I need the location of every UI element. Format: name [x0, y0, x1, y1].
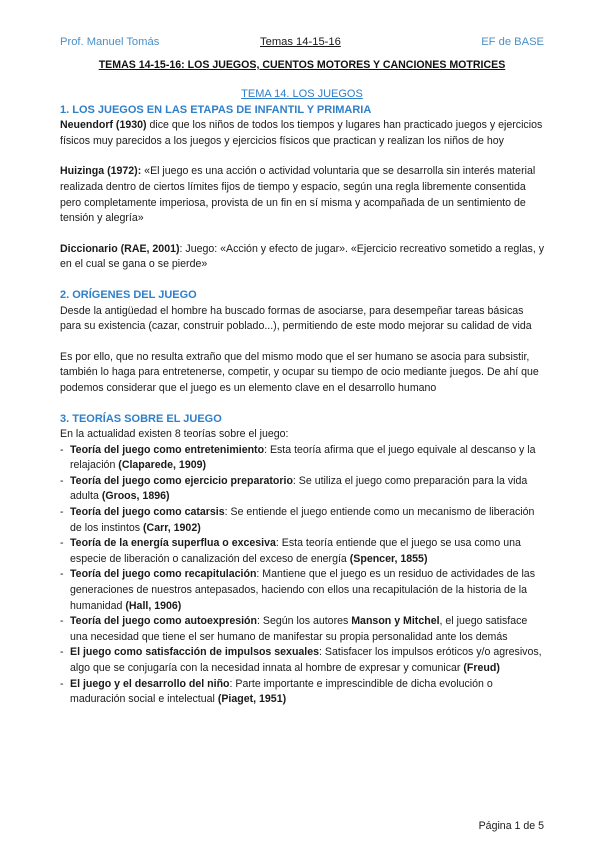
theories-list	[60, 443, 544, 708]
paragraph-origenes-2: Es por ello, que no resulta extraño que del mismo modo que el ser humano se asocia para subsistir, también lo haga para entretenerse, competir, y ocupar su tiempo de ocio mediante juegos. De ahí que podemos considerar que el juego es un elemento clave en el desarrollo humano	[60, 350, 539, 394]
section-3-heading: 3. TEORÍAS SOBRE EL JUEGO	[60, 412, 222, 425]
list-item: - El juego y el desarrollo del niño: Parte importante e imprescindible de dicha evolución o maduración social e intelectual (Piaget, 1951)	[60, 677, 544, 708]
page-number: Página 1 de 5	[478, 820, 544, 832]
header-topic: Temas 14-15-16	[260, 36, 341, 48]
page-header	[60, 36, 544, 52]
header-course: EF de BASE	[481, 36, 544, 48]
list-item: - Teoría del juego como autoexpresión: Según los autores Manson y Mitchel, el juego satisface una necesidad que tiene el ser humano de manifestar su propia personalidad ante los demás	[60, 614, 544, 645]
list-item: - Teoría de la energía superflua o excesiva: Esta teoría entiende que el juego se usa como una especie de liberación o canalización del exceso de energía (Spencer, 1855)	[60, 536, 544, 567]
paragraph-neuendorf: Neuendorf (1930) dice que los niños de todos los tiempos y lugares han practicado juegos y ejercicios físicos muy parecidos a los juegos y ejercicios físicos que practican y realizan los niños de hoy	[60, 119, 543, 147]
tema-heading: TEMA 14. LOS JUEGOS	[241, 88, 363, 100]
paragraph-origenes-1: Desde la antigüedad el hombre ha buscado formas de asociarse, para desempeñar tareas básicas para su existencia (cazar, construir poblado...), permitiendo de este modo mejorar su calidad de vida	[60, 304, 532, 333]
author-huizinga: Huizinga (1972):	[60, 165, 142, 178]
paragraph-rae: Diccionario (RAE, 2001): Juego: «Acción y efecto de jugar». «Ejercicio recreativo sometido a reglas, y en el cual se gana o se pierde»	[60, 242, 545, 271]
header-author: Prof. Manuel Tomás	[60, 36, 160, 48]
paragraph-huizinga: Huizinga (1972): «El juego es una acción o actividad voluntaria que se desarrolla sin interés material realizada dentro de ciertos límites fijos de tiempo y espacio, según una regla libremente consentida pero completamente imperiosa, provista de un fin en sí misma y acompañada de un sentimiento de tensión y alegría»	[60, 165, 536, 225]
document-body	[60, 87, 544, 708]
list-item: - Teoría del juego como catarsis: Se entiende el juego entiende como un mecanismo de liberación de los instintos (Carr, 1902)	[60, 505, 544, 536]
author-neuendorf: Neuendorf (1930)	[60, 119, 147, 132]
theories-intro: En la actualidad existen 8 teorías sobre el juego:	[60, 428, 289, 441]
section-1-heading: 1. LOS JUEGOS EN LAS ETAPAS DE INFANTIL Y PRIMARIA	[60, 103, 372, 116]
section-2-heading: 2. ORÍGENES DEL JUEGO	[60, 288, 197, 301]
author-rae: Diccionario (RAE, 2001)	[60, 242, 180, 255]
document-title: TEMAS 14-15-16: LOS JUEGOS, CUENTOS MOTORES Y CANCIONES MOTRICES	[98, 59, 506, 71]
list-item: - Teoría del juego como entretenimiento: Esta teoría afirma que el juego equivale al descanso y la relajación (Claparede, 1909)	[60, 443, 544, 474]
list-item: - Teoría del juego como recapitulación: Mantiene que el juego es un residuo de actividades de las generaciones de nuestros antepasados, haciendo con ellos una recapitulación de la historia de la humanidad (Hall, 1906)	[60, 567, 544, 614]
list-item: - El juego como satisfacción de impulsos sexuales: Satisfacer los impulsos eróticos y/o agresivos, algo que se conjugaría con la necesidad innata al hombre de expresar y comunicar (Freud)	[60, 645, 544, 676]
list-item: - Teoría del juego como ejercicio preparatorio: Se utiliza el juego como preparación para la vida adulta (Groos, 1896)	[60, 474, 544, 505]
